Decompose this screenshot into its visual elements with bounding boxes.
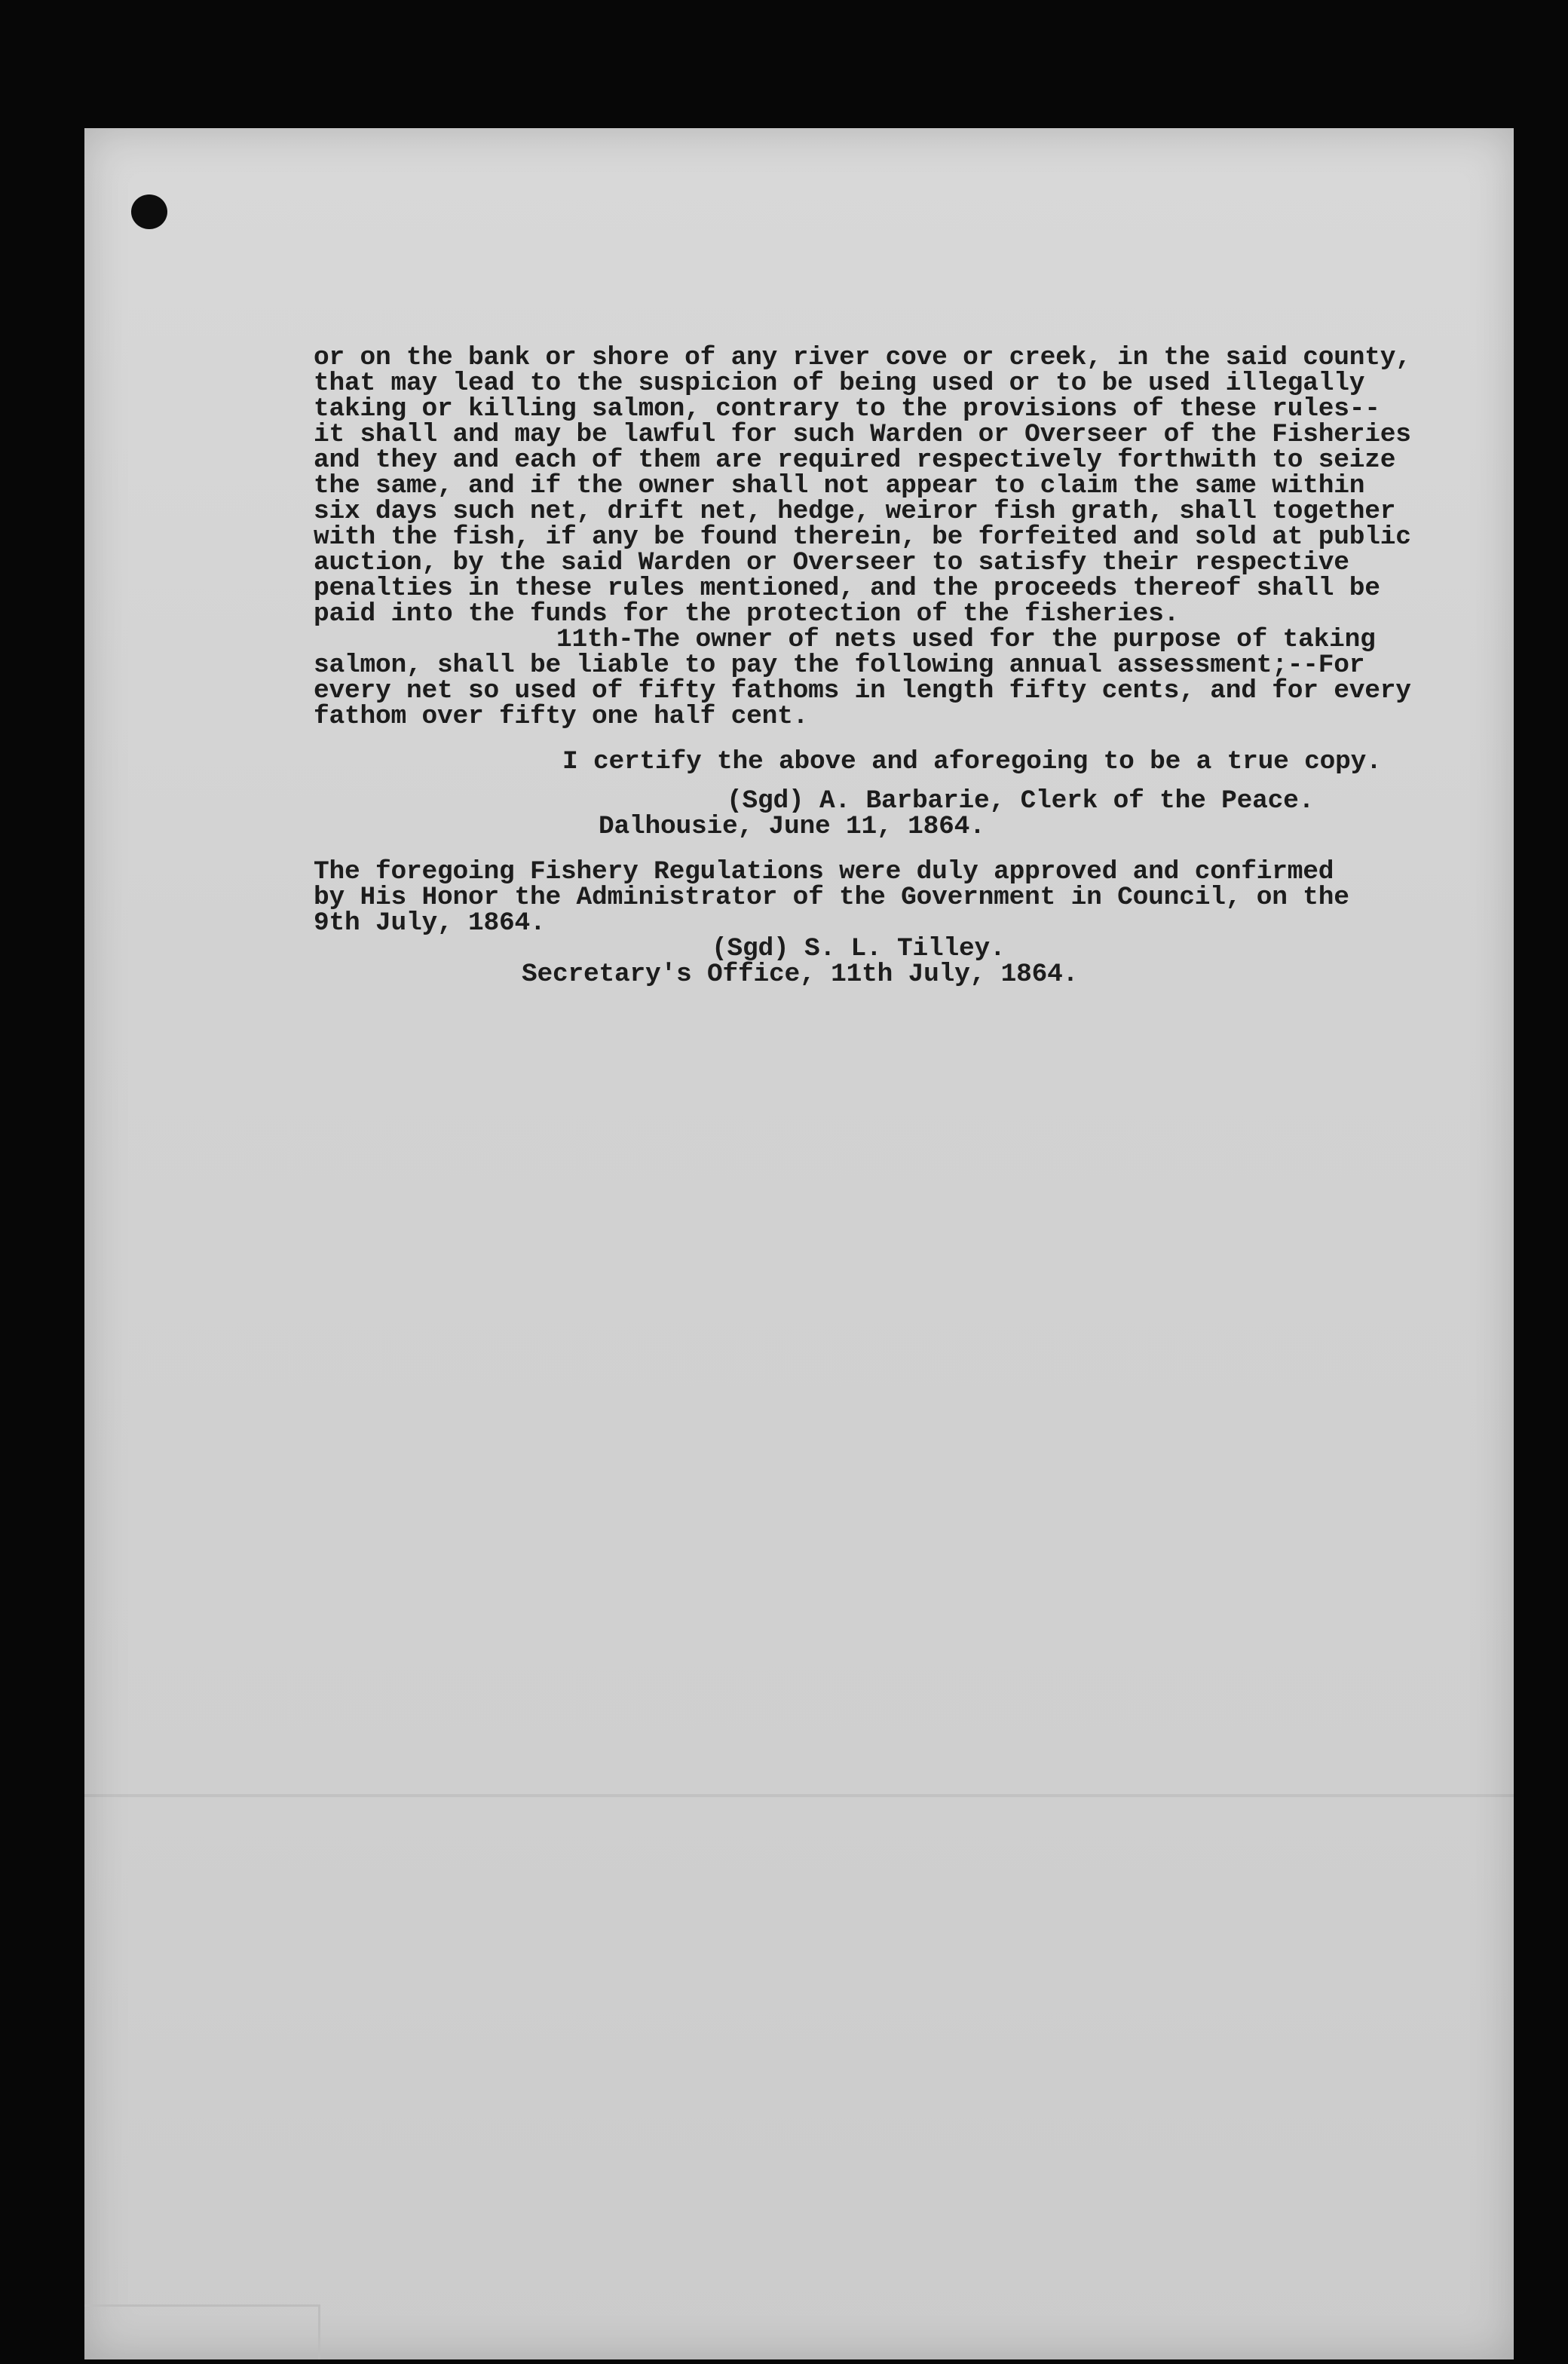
paragraph-line: six days such net, drift net, hedge, weiror fish grath, shall together (314, 497, 1396, 526)
rule-11-line: fathom over fifty one half cent. (314, 702, 809, 731)
paragraph-line: penalties in these rules mentioned, and the proceeds thereof shall be (314, 574, 1380, 603)
paragraph-line: it shall and may be lawful for such Warden or Overseer of the Fisheries (314, 420, 1411, 449)
page-edge-mark (84, 2304, 320, 2359)
document-text (314, 345, 1505, 988)
clerk-date: Dalhousie, June 11, 1864. (599, 812, 985, 841)
paragraph-line: the same, and if the owner shall not appear to claim the same within (314, 471, 1365, 501)
paragraph-line: paid into the funds for the protection of the fisheries. (314, 599, 1180, 629)
paragraph-line: taking or killing salmon, contrary to the provisions of these rules-- (314, 394, 1380, 424)
paragraph-line: that may lead to the suspicion of being used or to be used illegally (314, 369, 1365, 398)
paragraph-line: or on the bank or shore of any river cove or creek, in the said county, (314, 343, 1411, 372)
approval-line: by His Honor the Administrator of the Government in Council, on the (314, 883, 1349, 912)
paragraph-line: with the fish, if any be found therein, be forfeited and sold at public (314, 522, 1411, 552)
approval-line: 9th July, 1864. (314, 908, 546, 938)
clerk-signature: (Sgd) A. Barbarie, Clerk of the Peace. (727, 786, 1315, 816)
approval-line: The foregoing Fishery Regulations were duly approved and confirmed (314, 857, 1334, 886)
rule-11-line: salmon, shall be liable to pay the following annual assessment;--For (314, 651, 1365, 680)
paragraph-line: auction, by the said Warden or Overseer to satisfy their respective (314, 548, 1349, 577)
secretary-date: Secretary's Office, 11th July, 1864. (522, 960, 1079, 989)
rule-11-line: 11th-The owner of nets used for the purpose of taking (556, 625, 1376, 654)
paragraph-line: and they and each of them are required respectively forthwith to seize (314, 446, 1396, 475)
rule-11-line: every net so used of fifty fathoms in length fifty cents, and for every (314, 676, 1411, 706)
fold-line (84, 1794, 1514, 1797)
secretary-signature: (Sgd) S. L. Tilley. (712, 934, 1006, 963)
punch-hole (131, 194, 167, 229)
certification-line: I certify the above and aforegoing to be a true copy. (562, 747, 1382, 776)
